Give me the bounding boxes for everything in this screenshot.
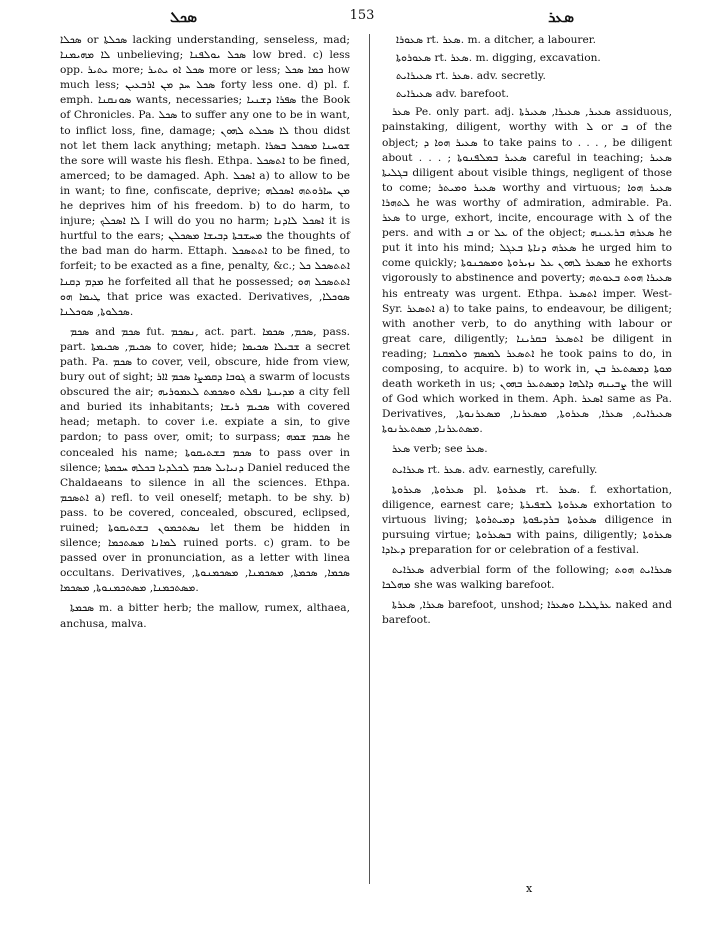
dictionary-entry: ܣܟܡ and ܣܟܡ fut. ܢܣܟܡ, act. part. ܣܟܡ, ܣܟܡܐ, pass. part. ܣܟܝܡ, ܣܟܝܡܬܐ to cover, hide; ܫܒܝܠܐ ܣܟܝܡܐ a secret path. Pa. ܣܟܡ to cover, veil, obscure, hide from view, bury out of sight; ܓܘܒܐ ܕܩܡܨܐ ܣܟܡ ܐܐܪ a swarm of locusts obscured the air; ܡܕܝܢܬܐ ܢܦܠܬ ܘܣܟܡܬ ܠܥܡܘܪܝܗ a city fell and buried its inhabitants; ܣܟܝܡ ܪܝܫܐ with covered head; metaph. to cover i.e. expiate a sin, to give pardon; to pass over, omit; to surpass; ܣܟܡ ܫܡܗ he concealed his name; ܣܟܡ ܒܫܬܝܩܘܬܐ to pass over in silence; ܕܢܝܐܝܠ ܣܟܡ ܠܟܠܕܝܐ ܒܟܠܗ ܚܟܡܬܐ Daniel reduced the Chaldaeans to silence in all the sciences. Ethpa. ܐܬܣܟܡ a) refl. to veil oneself; metaph. to be shy. b) pass. to be covered, concealed, obscured, eclipsed, ruined; ܢܣܬܟܡܘܢ ܒܫܬܝܩܘܬܐ let them be hidden in silence; ܠܡܐܢܐ ܡܣܬܟܡܐ ruined ports. c) gram. to be passed over in pronunciation, as a letter with linea occultans. Derivatives, ܣܟܡܐ, ܣܟܡܬܐ, ܡܣܟܡܢܐ, ܡܣܟܡܢܘܬܐ, ܡܣܬܟܡܢܐ, ܡܣܬܟܡܢܘܬܐ, ܡܣܟܡܐ.: [60, 325, 351, 595]
dictionary-entry: ܣܥܘܪܐ rt. ܣܥܪ. m. a ditcher, a labourer.: [396, 34, 597, 46]
column-divider: [369, 34, 370, 884]
dictionary-entry: ܣܥܪܐܝܬ rt. ܣܥܪ. adv. earnestly, carefully.: [392, 463, 598, 476]
page-header: [60, 8, 664, 28]
dictionary-entry: ܣܥܪܐ, ܣܥܪܬܐ barefoot, unshod; ܥܪܛܠܝܐ ܘܣܥܪܐ naked and barefoot.: [382, 599, 673, 627]
dictionary-entry: ܣܥܪ Pe. only part. adj. ܣܥܝܪ, ܣܥܝܪܐ, ܣܥܝܪܬܐ assiduous, painstaking, diligent, worthy with ܠ or ܒ of the object; ܣܥܝܪ ܗܘܐ ܕ to take pains to . . . , be diligent about . . . ; ܣܥܝܪ ܒܡܠܦܢܘܬܐ careful in teaching; ܣܥܝܪ ܒܓܠܝܬܐ diligent about visible things, negligent of those to come; ܣܥܝܪ ܘܡܝܬܪ worthy and virtuous; ܣܥܝܪ ܗܘܐ ܠܬܗܪܐ he was worthy of admiration, admirable. Pa. ܣܥܪ to urge, exhort, incite, encourage with ܠ of the pers. and with ܒ or ܥܠ of the object; ܣܥܪܗ ܒܪܥܝܢܗ he put it into his mind; ܣܥܪܗ ܕܢܐܬܐ ܒܥܓܠ he urged him to come quickly; ܡܣܥܪ ܠܗܘܢ ܥܠ ܢܙܝܪܘܬܐ ܘܡܣܟܢܘܬܐ he exhorts vigorously to abstinence and poverty; ܣܥܝܪܐ ܗܘܬ ܒܥܘܬܗ his entreaty was urgent. Ethpa. ܐܬܣܥܪ imper. West-Syr. ܐܬܣܥܪ a) to take pains, to endeavour, be diligent; with another verb, to do anything with labour or great care, diligently; ܐܬܣܥܪ ܒܩܪܝܢܐ be diligent in reading; ܐܬܣܥܪ ܠܡܣܡ ܘܠܡܩܢܐ he took pains to do, in composing, to acquire. b) to work in, ܡܘܬܐ ܕܡܣܬܥܪ ܒܢ death worketh in us; ܨܒܝܢܗ ܕܐܠܗܐ ܕܡܣܬܥܪ ܒܗܘܢ the will of God which worked in them. Aph. ܐܣܥܪ same as Pa. Derivatives, ܣܥܝܪܐܝܬ, ܣܥܪܐ, ܣܥܪܘܬܐ, ܡܣܥܪܢܐ, ܡܣܥܪܢܘܬܐ, ܡܣܬܥܪܢܐ, ܡܣܬܥܪܢܘܬܐ.: [382, 106, 673, 436]
signature-mark: x: [526, 882, 533, 895]
dictionary-entry: ܣܥܝܪܐܝܬ rt. ܣܥܪ. adv. secretly.: [396, 70, 546, 83]
page-number: 153: [349, 8, 375, 23]
dictionary-entry: ܣܥܪܘܬܐ, ܣܥܪܘܬܐ pl. ܣܥܪܘܬܐ rt. ܣܥܪ. f. exhortation, diligence, earnest care; ܣܥܪܘܬܐ ܠܫܦܝܪܬܐ exhortation to virtuous living; ܣܥܪܘܬܐ ܒܪܕܝܦܘܬܐ ܕܡܝܬܪܘܬܐ diligence in pursuing virtue; ܒܣܥܪܘܬܐ with pains, diligently; ܣܥܪܘܬܐ ܕܥܐܕܐ preparation for or celebration of a festival.: [382, 483, 672, 556]
dictionary-entry: ܣܥܪܐܝܬ adverbial form of the following; ܣܥܪܐܝܬ ܗܘܬ ܡܗܠܟܐ she was walking barefoot.: [382, 564, 672, 592]
dictionary-entry: ܣܥܝܪܐܝܬ adv. barefoot.: [396, 88, 509, 101]
left-running-head: ܣܟܠ: [170, 8, 197, 26]
left-column: [60, 33, 350, 637]
dictionary-entry: ܣܟܡܬܐ m. a bitter herb; the mallow, rumex, althaea, anchusa, malva.: [60, 602, 350, 630]
dictionary-entry: ܣܥܘܪܘܬܐ rt. ܣܥܪ. m. digging, excavation.: [396, 52, 601, 65]
dictionary-entry: ܣܥܪ verb; see ܣܥܪ.: [392, 443, 488, 456]
dictionary-entry: ܣܟܠܐ or ܣܟܠܬܐ lacking understanding, senseless, mad; ܠܐ ܡܗܝܡܢܐ unbelieving; ܣܟܠ ܝܘܠܦܢܐ low bred. c) less opp. ܝܬܝܪ more; ܣܟܠ ܐܘ ܝܬܝܪ more or less; ܟܡܐ ܣܟܠ how much less; ܣܟܠ ܚܕ ܡܢ ܐܪܒܥܝܢ forty less one. d) pl. f. emph. ܣܘܢܩܢܐ wants, necessaries; ܣܦܪܐ ܕܫܢܝܐ the Book of Chronicles. Pa. ܣܟܠ to suffer any one to be in want, to inflict loss, fine, damage; ܠܐ ܣܟܠܬ ܠܗܘܢ thou didst not let them lack anything; metaph. ܫܘܚܢܐ ܡܣܟܠ ܒܣܪܐ the sore will waste his flesh. Ethpa. ܐܬܣܟܠ to be fined, amerced; to be damaged. Aph. ܐܣܟܠ a) to allow to be in want; to fine, confiscate, deprive; ܡܢ ܚܐܪܘܬܗ ܐܣܟܠܗ he deprives him of his freedom. b) to do harm, to injure; ܠܐ ܐܣܟܠܟ I will do you no harm; ܐܣܟܠ ܠܐܕܢܐ it is hurtful to the ears; ܡܚܫܒܬܐ ܕܒܝܫܐ ܡܣܟܠܢ the thoughts of the bad man do harm. Ettaph. ܐܬܬܣܟܠ to be fined, to forfeit; to be exacted as a fine, penalty, &c.; ܐܬܬܣܟܠ ܟܠ ܡܕܡ ܕܩܢܐ he forfeited all that he possessed; ܐܬܬܣܟܠ ܗܘ ܛܝܡܐ ܗܘ that price was exacted. Derivatives, ܣܘܟܠܐ, ܣܟܠܘܬܐ, ܣܘܟܠܢܐ.: [60, 34, 351, 318]
right-running-head: ܣܥܪ: [548, 8, 574, 26]
right-column: [382, 33, 672, 633]
